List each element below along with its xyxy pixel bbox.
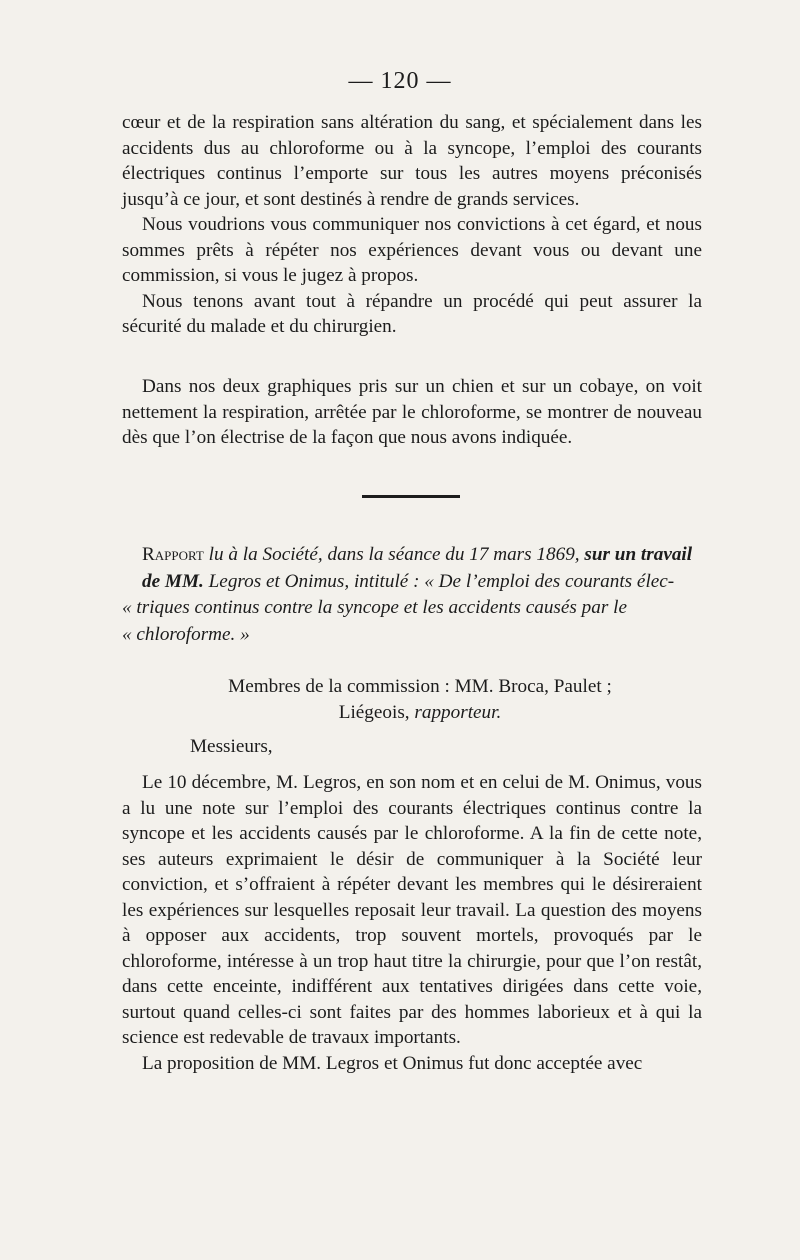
salutation: Messieurs, [190,736,273,757]
paragraph: Nous voudrions vous communiquer nos convictions à cet égard, et nous sommes prêts à répéter nos expériences devant vous ou devant une commission, si vous le jugez à propos. [122,214,702,286]
report-label: Rapport [142,544,204,565]
commission-line: Membres de la commission : MM. Broca, Paulet ; [228,676,612,697]
paragraph: La proposition de MM. Legros et Onimus fut donc acceptée avec [142,1052,643,1074]
report-title-part: lu à la Société, dans la séance du 17 mars 1869, [208,544,580,565]
report-title-part: « triques continus contre la syncope et les accidents causés par le [122,597,627,618]
paragraph: Nous tenons avant tout à répandre un procédé qui peut assurer la sécurité du malade et du chirurgien. [122,290,702,337]
paragraph: Le 10 décembre, M. Legros, en son nom et en celui de M. Onimus, vous a lu une note sur l’emploi des courants électriques continus contre la syncope et les accidents causés par le chloroforme. A la fin de cette note, ses auteurs exprimaient le désir de communiquer à la Société leur conviction, et s’offraient à répéter devant les membres qui le désireraient les expériences sur lesquelles reposait leur travail. La question des moyens à opposer aux accidents, trop souvent mortels, provoqués par le chloroforme, intéresse à un trop haut titre la chirurgie, pour que l’on restât, dans cette enceinte, indifférent aux tentatives dirigées dans cette voie, surtout quand celles-ci sont faites par des hommes laborieux et à qui la science est redevable de travaux importants. [122,772,702,1048]
paragraph-continuation: cœur et de la respiration sans altération du sang, et spécialement dans les accidents dus au chloroforme ou à la syncope, l’emploi des courants électriques continus l’emporte sur tous les autres moyens préconisés jusqu’à ce jour, et sont destinés à rendre de grands services. [122,112,702,210]
report-title-bold: de MM. [142,570,204,592]
graphics-paragraph-block [122,374,702,451]
report-title-part: Legros et Onimus, intitulé : « De l’emploi des courants élec- [208,570,675,592]
section-divider [362,495,460,498]
body-text-block [122,770,702,1076]
report-heading [122,542,702,648]
commission-member: Liégeois, [338,702,410,723]
commission-members [0,674,800,726]
paragraph: Dans nos deux graphiques pris sur un chien et sur un cobaye, on voit nettement la respiration, arrêtée par le chloroforme, se montrer de nouveau dès que l’on électrise de la façon que nous avons indiquée. [122,376,702,448]
report-title-part: « chloroforme. » [122,623,250,645]
commission-role: rapporteur. [414,702,502,723]
top-text-block [122,110,702,340]
page-number: — 120 — [348,68,452,94]
report-title-bold: sur un travail [584,544,693,565]
